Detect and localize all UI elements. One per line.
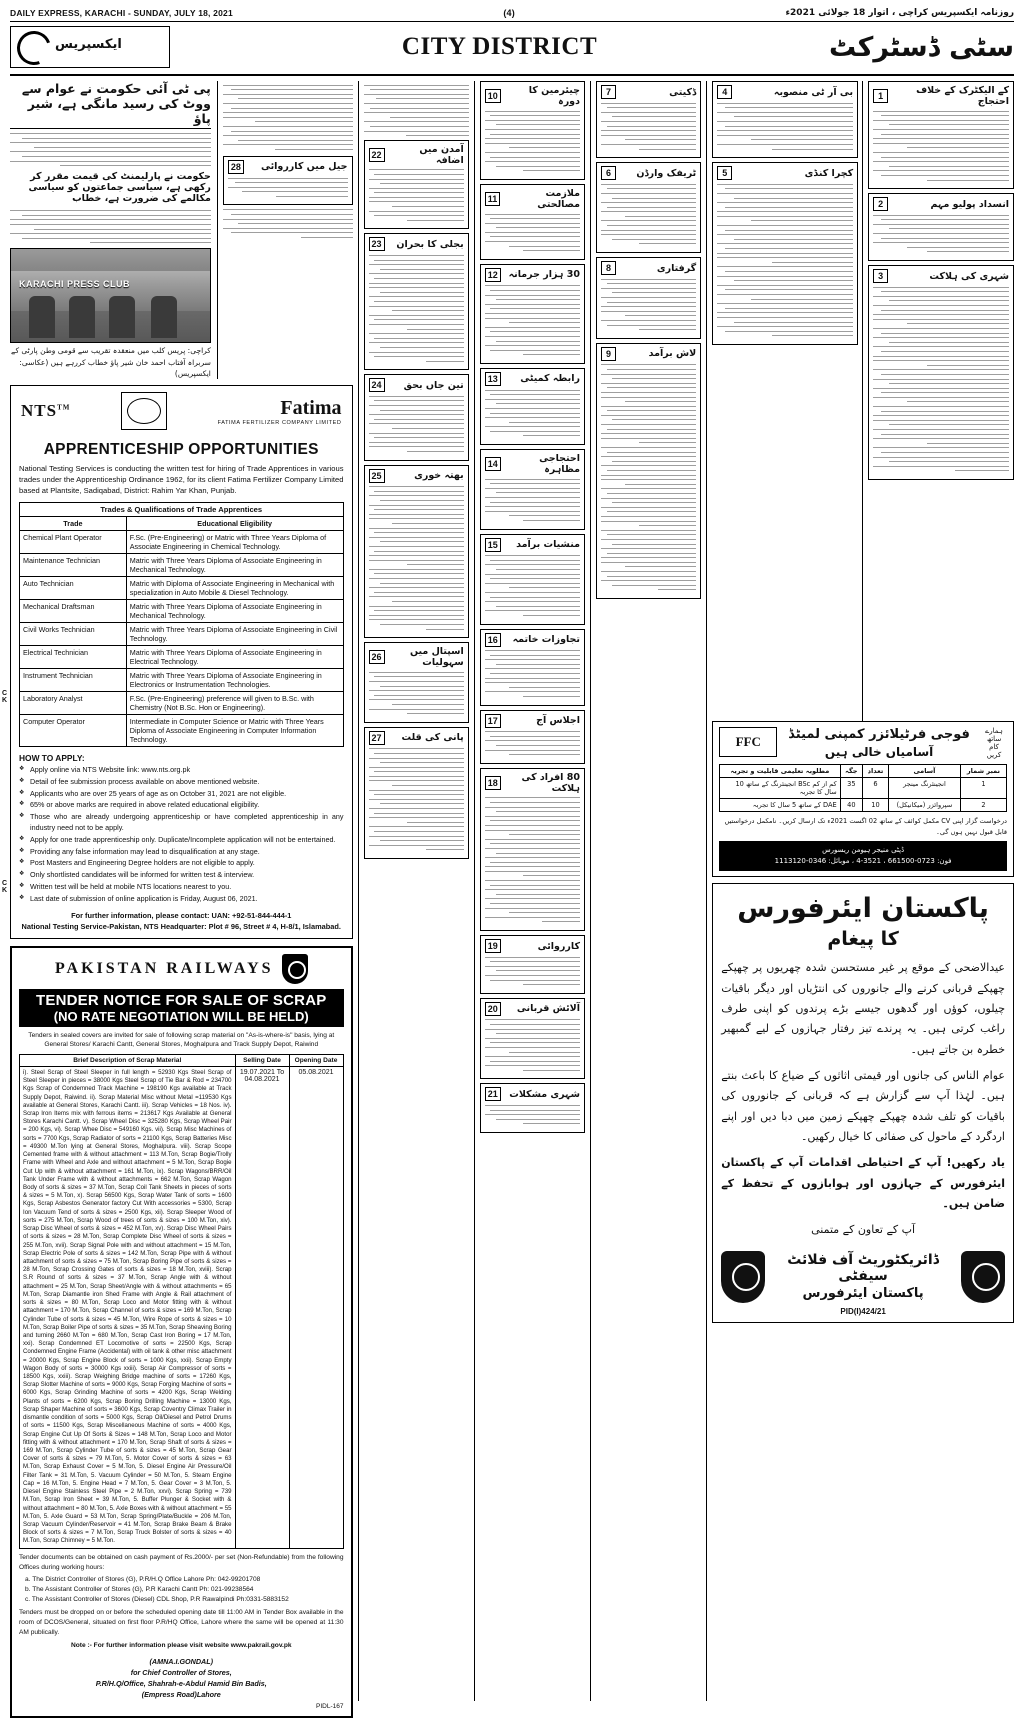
crop-mark-k2: K xyxy=(2,887,11,894)
masthead-right-text: روزنامہ ایکسپریس کراچی ، اتوار 18 جولائی 2021ء xyxy=(785,8,1014,18)
trade-name: Maintenance Technician xyxy=(20,554,127,577)
railways-crest-icon xyxy=(282,954,308,984)
nts-address: National Testing Service-Pakistan, NTS Headquarter: Plot # 96, Street # 4, H-8/1, Islamabad. xyxy=(21,921,341,931)
scrap-opening-date: 05.08.2021 xyxy=(289,1066,343,1548)
trade-eligibility: Matric with Three Years Diploma of Associate Engineering in Mechanical Technology. xyxy=(126,554,343,577)
brief-item-21[interactable] xyxy=(480,1083,585,1133)
brief-item-2[interactable] xyxy=(868,193,1014,261)
brief-title: منشیات برآمد xyxy=(516,539,580,551)
brief-title: آلائش قربانی xyxy=(516,1003,580,1015)
tender-banner-line2: (NO RATE NEGOTIATION WILL BE HELD) xyxy=(53,1008,309,1024)
nts-contact xyxy=(19,910,344,932)
brief-item-12[interactable] xyxy=(480,264,585,364)
brief-item-24[interactable] xyxy=(364,374,469,460)
crop-mark-left-top xyxy=(2,690,10,704)
trade-eligibility: Matric with Diploma of Associate Engineering in Mechanical with specialization in Auto Mobile & Diesel Technology. xyxy=(126,577,343,600)
signature-title: for Chief Controller of Stores, xyxy=(130,1667,232,1677)
brief-title: بی آر ٹی منصوبہ xyxy=(773,86,854,98)
ffc-header-0: نمبر شمار xyxy=(960,765,1006,778)
trade-name: Mechanical Draftsman xyxy=(20,600,127,623)
trade-name: Computer Operator xyxy=(20,715,127,747)
scrap-header-desc: Brief Description of Scrap Material xyxy=(20,1054,236,1066)
brief-title: رابطہ کمیٹی xyxy=(520,373,580,385)
brief-number: 23 xyxy=(369,237,385,251)
scrap-header-selling: Selling Date xyxy=(235,1054,289,1066)
signature-office: P.R/H.Q/Office, Shahrah-e-Abdul Hamid Bin Badis, xyxy=(95,1678,267,1688)
trade-eligibility: F.Sc. (Pre-Engineering) preference will given to B.Sc. with Chemistry (Not B.Sc. Hon or Engineering). xyxy=(126,692,343,715)
paf-pid: PID(I)424/21 xyxy=(840,1306,886,1316)
table-row xyxy=(20,669,344,692)
ffc-cell-qual: DAE کے ساتھ 5 سال کا تجربہ xyxy=(720,799,840,812)
brief-title: تین جاں بحق xyxy=(403,379,464,391)
crop-mark-left-bottom xyxy=(2,880,10,894)
brief-number: 5 xyxy=(717,166,732,180)
brief-number: 7 xyxy=(601,85,616,99)
table-row xyxy=(20,692,344,715)
brief-item-15[interactable] xyxy=(480,534,585,625)
scrap-description: i). Steel Scrap of Steel Sleeper in full length = 52930 Kgs Steel Scrap of Steel Sleeper in pieces = 38000 Kgs Steel Scrap of Tie Bar & Rod = 234700 Kgs Scrap of Condemned Track Machine = 198190 Kgs available at Track Supply Depot, Raiwind. ii). Scrap Material Misc without Metal =119530 Kgs available at General Stores, Karachi Cantt. iii). Scrap Vehicles = 18 Nos. iv). Scrap Iron Items mix with ferrous items = 213617 Kgs Available at General Stores Karachi Cantt. v). Scrap Wheel Disc = 325280 Kgs, Scrap Wheel Pair = 200 Kgs, vi). Scrap Whee Disc = 549160 Kgs. vii). Scrap Misc Machines of sorts = 7700 Kgs, Scrap Radiator of sorts = 21100 Kgs, Scrap Batteries Misc = 49300 M.Ton lying at General Stores, Moghalpura. viii). Scrap Scope Cemented frame with & without attachment = 113 M.Ton, Scrap Bogie/Trolly Frame with Wheel and Axle and without attachment = 5 M.Ton, Scrap Bogie Cut Up with & without attachment = 161 M.Ton, ix). Scrap Wagons/BRR/Oil Tank Under Frame with & without attachments = 662 M.Ton, Scrap Wagon Body of sorts & sizes = 37 M.Ton, Scrap Coil Tank Sheets in pieces of sorts & sizes = 5 M.Ton, x). Scrap 56500 Kgs, Scrap Water Tank of sorts = 1600 Kgs, Scrap Asbestos Generator factory Cut With accessories = 5300, Scrap Ion Vacuum Tend of sorts & sizes = 2500 Kgs, xii). Scrap Sleeper Wood of sorts = 275 M.Ton, Scrap Wood of trees of sorts & sizes = 100 M.Ton, xiv). Scrap Disc Wheel of sorts & sizes = 452 M.Ton, xv). Scrap Disc Wheel Pairs of sorts & sizes = 28 M.Ton, Scrap Complete Disc Wheel of sorts & sizes = 255 M.Ton, xvii). Scrap Signal Pole with and without attachment = 15 M.Ton, Scrap Electric Pole of sorts & sizes = 142 M.Ton, Scrap Pipe with & without attachment of sorts & sizes = 75 M.Ton, Scrap Boring Pipe of sorts & sizes = 28 M.Ton, Scrap Crossing Gates of sorts & sizes = 18 M.Ton, xviii). Scrap S.R Round of sorts & sizes = 37 M.Ton, Scrap Angle with & without attachment = 25 M.Ton, Scrap Sheet/Angle with & without attachments = 65 M.Ton, Scrap Diamantle iron Shed Frame with Angle & Rail attachment of sorts & sizes = 80 M.Ton, Scrap Loco and Motor fitting with & without attachment = 170 M.Ton, Scrap Channel of sorts & sizes = 169 M.Ton, Scrap Cylinder Tube of sorts & sizes = 45 M.Ton, Wire Rope of sorts & sizes = 10 M.Ton, Scrap Boiler Pipe of sorts & sizes = 35 M.Ton, Scrap Sheaving Boring and turning 2660 M.Ton = 680 M.Ton, Scrap Cast Iron Boring = 17 M.Ton, xxi). Scrap Condemned ET Locomotive of sorts = 22500 Kgs, Scrap Condemned Engine Frame (Accidental) with oil tank & other misc attachment = 20000 Kgs, Scrap Engine Block of sorts = 1000 Kgs, xxii). Scrap Empty Wagon Body of sorts = 30000 Kgs xxiii). Scrap Air Compressor of sorts = 18500 Kgs, xxiii). Scrap Weighing Bridge machine of sorts = 17260 Kgs, Scrap Slotter Machine of sorts = 9000 Kgs, Scrap Forging Machine of sorts = 6000 Kgs, Scrap Grinding Machine of sorts = 4200 Kgs, Scrap Welding Plants of sorts = 6200 Kgs, Scrap Boring Drilling Machine = 13000 Kgs, Scrap Shaper Machine of sorts = 3600 Kgs, Scrap Coventry Climax Trailer in dismantle condition of sorts = 5000 Kgs, Scrap Oil/Diesel and Petrol Drums of sorts = 11500 Kgs, Scrap Miscellaneous Machine of sorts = 4000 Kgs, Scrap Engine Cut Up Of Sorts & Sizes = 148 M.Ton, Scrap Loco and Motor fitting with & without attachment = 170 M.Ton, Scrap Shaft of sorts & sizes = 169 M.Ton, Scrap Cylinder Tube of sorts & sizes = 45 M.Ton, Scrap Gear Cover of sorts & sizes = 79 M.Ton, 5. Motor Cover of sorts & sizes = 63 M.Ton, Scrap Exhaust Cover = 5 M.Ton, 5. Diesel Engine Air Pressure/Oil Filter Tank = 31 M.Ton, 5. Vacuum Cylinder = 50 M.Ton, 5. Steam Engine Cap = 16 M.Ton, 5. Engine Head = 7 M.Ton, 5. Gear Cover = 3 M.Ton, 5. Diesel Engine Stainless Steel Pipe = 2 M.Ton, xxvi). Scrap Spring = 739 M.Ton, Scrap Iron Sheet = 39 M.Ton, 5. Buffer Plunger & Socket with & without attachment = 80 M.Ton, 5. Axle Boxes with & without attachment = 55 M.Ton, 5. Axle Guard = 53 M.Ton, Scrap Spring/Plate/Buckle = 206 M.Ton, Scrap Vacuum Cylinder/Reservoir = 41 M.Ton, Scrap Brake Beam & Brake Block of sorts & sizes = 7 M.Ton, Scrap Truck Bolster of sorts & sizes = 40 M.Ton, Scrap Chimney = 5 M.Ton. xyxy=(20,1066,236,1548)
brief-item-4[interactable] xyxy=(712,81,858,158)
paf-crest-right-icon xyxy=(961,1251,1005,1303)
trade-name: Civil Works Technician xyxy=(20,623,127,646)
tender-intro: Tenders in sealed covers are invited for sale of following scrap material on "As-is-where-is" basis, lying at General Stores/ Karachi Cantt, General Stores, Moghalpura and Track Supply Depot, Raiwind xyxy=(28,1031,335,1049)
table-row xyxy=(20,577,344,600)
signature-name: (AMNA.I.GONDAL) xyxy=(149,1656,213,1666)
brief-title: ملازمت مصالحتی xyxy=(537,187,580,210)
brief-number: 18 xyxy=(485,776,501,790)
ffc-title: فوجی فرٹیلائزر کمپنی لمیٹڈ xyxy=(788,727,970,742)
paf-paragraph-2: عوام الناس کی جانوں اور قیمتی اثاثوں کے ضیاع کا باعث بنتے ہیں۔ لہٰذا آپ سے گزارش ہے کہ قربانی کے جانوروں کی باقیات کو تلف شدہ چھپکے چھپکے زمین میں دبا دیں اور اپنے اردگرد کے ماحول کی صفائی کا خیال رکھیں۔ xyxy=(721,1068,1005,1143)
nts-logo: NTS™ xyxy=(21,401,71,421)
brief-title: جیل میں کارروائی xyxy=(261,161,348,173)
tender-website-note[interactable]: Note :- For further information please visit website www.pakrail.gov.pk xyxy=(70,1641,292,1649)
railways-pidl: PIDL-167 xyxy=(316,1703,344,1711)
column-briefs-b xyxy=(474,81,585,1701)
scrap-table xyxy=(19,1054,344,1549)
brief-item-13[interactable] xyxy=(480,368,585,445)
list-item: ❖ Those who are already undergoing apprenticeship or have completed apprenticeship in any industry need not to be apply. xyxy=(19,812,344,834)
trade-name: Instrument Technician xyxy=(20,669,127,692)
crop-mark-k: K xyxy=(2,697,11,704)
table-row xyxy=(20,623,344,646)
brief-title: چیئرمین کا دورہ xyxy=(528,85,580,107)
ffc-cell-count: 10 xyxy=(863,799,889,812)
brief-number: 9 xyxy=(601,347,616,361)
brief-item-18[interactable] xyxy=(480,768,585,931)
table-row xyxy=(20,1066,344,1548)
brief-number: 8 xyxy=(601,261,616,275)
railways-name: PAKISTAN RAILWAYS xyxy=(54,959,274,977)
table-row xyxy=(720,778,1007,799)
office-c: c. The Assistant Controller of Stores (Diesel) CDL Shop, P.R Rawalpindi Ph:0331-5883152 xyxy=(25,1596,289,1604)
brief-item-8[interactable] xyxy=(596,257,701,339)
brief-number: 14 xyxy=(485,457,501,471)
brief-item-5[interactable] xyxy=(712,162,858,345)
paf-org: پاکستان ایئرفورس xyxy=(802,1286,924,1302)
paf-signature-block xyxy=(721,1251,1005,1303)
list-item: ❖ Written test will be held at mobile NTS locations nearest to you. xyxy=(19,882,344,893)
brief-title: انسداد پولیو مہم xyxy=(930,198,1010,210)
brief-number: 2 xyxy=(873,197,888,211)
ffc-header-4: مطلوبہ تعلیمی قابلیت و تجربہ xyxy=(720,765,840,778)
table-row xyxy=(720,799,1007,812)
trade-name: Electrical Technician xyxy=(20,646,127,669)
brief-number: 1 xyxy=(873,89,888,103)
tender-footer xyxy=(19,1553,344,1651)
masthead-left-text: DAILY EXPRESS, KARACHI - SUNDAY, JULY 18, 2021 xyxy=(10,8,233,18)
tender-drop-note: Tenders must be dropped on or before the scheduled opening date till 11:00 AM in Tender Box available in the room of DCOS/General, situated on first floor P.R/HQ Office, Lahore where the same will be opened at 11:30 AM publically. xyxy=(19,1609,344,1636)
ffc-cell-place: 40 xyxy=(840,799,862,812)
photo-caption: کراچی: پریس کلب میں منعقدہ تقریب سے قومی وطن پارٹی کے سربراہ آفتاب احمد خان شیر پاؤ خطاب کررہے ہیں (عکاسی: ایکسپریس) xyxy=(11,346,211,378)
ffc-cell-qual: کم از کم BSc انجینئرنگ کے ساتھ 10 سال کا تجربہ xyxy=(720,778,840,799)
list-item: ❖ Last date of submission of online application is Friday, August 06, 2021. xyxy=(19,894,344,905)
nts-ad-intro: National Testing Services is conducting the written test for hiring of Trade Apprentices in various trades under the Apprenticeship Ordinance 1962, for its client Fatima Fertilizer Company Limited based at Plantsite, Sadiqabad, District: Rahim Yar Khan, Punjab. xyxy=(19,464,344,496)
brief-number: 24 xyxy=(369,378,385,392)
photo-tag: KARACHI PRESS CLUB xyxy=(19,279,131,290)
tender-fee-note: Tender documents can be obtained on cash payment of Rs.2000/- per set (Non-Refundable) from the following Offices during working hours: xyxy=(19,1553,344,1571)
ffc-jobs-table xyxy=(719,764,1007,812)
paf-title: پاکستان ایئرفورس xyxy=(737,893,989,925)
brief-title: ڈکیتی xyxy=(669,86,697,98)
brief-title: احتجاجی مظاہرہ xyxy=(539,453,580,476)
brief-number: 12 xyxy=(485,268,501,282)
lead-body-text xyxy=(10,133,211,166)
brief-body xyxy=(228,178,348,197)
list-item: ❖ 65% or above marks are required in above related educational eligibility. xyxy=(19,800,344,811)
brief-title: اجلاس آج xyxy=(536,715,580,727)
brief-title: ٹریفک وارڈن xyxy=(636,167,697,179)
brief-item-3[interactable] xyxy=(868,265,1014,480)
brief-number: 25 xyxy=(369,469,385,483)
trade-name: Auto Technician xyxy=(20,577,127,600)
brief-number: 3 xyxy=(873,269,888,283)
brief-item-7[interactable] xyxy=(596,81,701,158)
brief-title: کے الیکٹرک کے خلاف احتجاج xyxy=(916,85,1010,107)
column-briefs-c xyxy=(590,81,701,1701)
ffc-cell-post: انجینئرنگ مینجر xyxy=(888,778,960,799)
brief-item-17[interactable] xyxy=(480,710,585,764)
trade-name: Laboratory Analyst xyxy=(20,692,127,715)
brief-title: کارروائی xyxy=(537,940,580,952)
railways-advertisement xyxy=(10,946,353,1718)
brief-item-10[interactable] xyxy=(480,81,585,180)
column-left xyxy=(10,81,353,1711)
express-logo xyxy=(10,26,170,68)
brief-title: کچرا کنڈی xyxy=(804,167,854,179)
masthead-top-bar xyxy=(10,8,1014,22)
brief-number: 21 xyxy=(485,1087,501,1101)
paf-subtitle: کا پیغام xyxy=(827,928,899,951)
tender-signature xyxy=(19,1656,344,1701)
lead-subhead: حکومت نے پارلیمنٹ کی قیمت مقرر کر رکھی ہے، سیاسی جماعتوں کو سیاسی مکالمے کی ضرورت ہے، خطاب xyxy=(28,171,211,205)
ffc-contact-block xyxy=(719,841,1007,871)
trade-eligibility: Matric with Three Years Diploma of Associate Engineering in Mechanical Technology. xyxy=(126,600,343,623)
brief-item-16[interactable] xyxy=(480,629,585,706)
brief-title: بجلی کا بحران xyxy=(396,238,464,250)
list-item: ❖ Apply for one trade apprenticeship only. Duplicate/Incomplete application will not be entertained. xyxy=(19,835,344,846)
brief-title: بھتہ خوری xyxy=(414,470,464,482)
paf-crest-left-icon xyxy=(721,1251,765,1303)
list-item: ❖ Detail of fee submission process available on above mentioned website. xyxy=(19,777,344,788)
list-item: ❖ Only shortlisted candidates will be informed for written test & interview. xyxy=(19,870,344,881)
brief-title: شہری مشکلات xyxy=(509,1088,580,1100)
telvia-logo xyxy=(121,392,167,430)
brief-title: اسپتال میں سہولیات xyxy=(409,646,464,669)
nts-ad-logos xyxy=(11,386,352,432)
office-a: a. The District Controller of Stores (G), P.R/H.Q Office Lahore Ph: 042-99201708 xyxy=(25,1576,261,1584)
brief-number: 11 xyxy=(485,192,501,206)
brief-number: 19 xyxy=(485,939,501,953)
brief-item-25[interactable] xyxy=(364,465,469,639)
trade-name: Chemical Plant Operator xyxy=(20,531,127,554)
list-item: ❖ Post Masters and Engineering Degree holders are not eligible to apply. xyxy=(19,858,344,869)
paf-directorate: ڈائریکٹوریٹ آف فلائٹ سیفٹی xyxy=(787,1252,939,1285)
brief-item-20[interactable] xyxy=(480,998,585,1080)
brief-number: 13 xyxy=(485,372,501,386)
how-to-apply-list xyxy=(19,765,344,905)
paf-paragraph-3: یاد رکھیں! آپ کے احتیاطی اقدامات آپ کے پاکستان ایئرفورس کے جہازوں اور ہوابازوں کے تحفظ کے ضامن ہیں۔ xyxy=(721,1156,1005,1210)
brief-title: آمدن میں اضافہ xyxy=(419,143,464,166)
lead-headline: پی ٹی آئی حکومت نے عوام سے ووٹ کی رسید مانگی ہے، شیر پاؤ xyxy=(10,81,211,129)
brief-title: 80 افراد کی ہلاکت xyxy=(521,771,580,794)
brief-item-26[interactable] xyxy=(364,642,469,723)
brief-item-19[interactable] xyxy=(480,935,585,994)
brief-number: 22 xyxy=(369,148,385,162)
page-title-urdu: سٹی ڈسٹرکٹ xyxy=(829,31,1014,63)
trade-eligibility: Intermediate in Computer Science or Matric with Three Years Diploma of Associate Engineering in Computer Information Technology. xyxy=(126,715,343,747)
brief-item-22[interactable] xyxy=(364,140,469,230)
logo-label: ایکسپریس xyxy=(55,37,122,52)
how-to-apply-heading: HOW TO APPLY: xyxy=(19,753,85,764)
brief-item-6[interactable] xyxy=(596,162,701,253)
left-side-text xyxy=(223,85,353,150)
ffc-cell-place: 35 xyxy=(840,778,862,799)
brief-number: 17 xyxy=(485,714,501,728)
table-row xyxy=(20,646,344,669)
list-item: ❖ Providing any false information may lead to disqualification at any stage. xyxy=(19,847,344,858)
table-row xyxy=(20,600,344,623)
brief-title: 30 ہزار جرمانہ xyxy=(508,269,580,281)
office-b: b. The Assistant Controller of Stores (G), P.R Karachi Cantt Ph: 021-99238564 xyxy=(25,1586,254,1594)
trades-header-eligibility: Educational Eligibility xyxy=(126,517,343,531)
table-row xyxy=(20,715,344,747)
brief-item-9[interactable] xyxy=(596,343,701,599)
col-a-text xyxy=(364,85,469,137)
brief-item-11[interactable] xyxy=(480,184,585,260)
page-columns xyxy=(10,81,1014,1711)
page-number: (4) xyxy=(503,8,515,18)
nts-advertisement xyxy=(10,385,353,939)
brief-item-14[interactable] xyxy=(480,449,585,530)
brief-item-23[interactable] xyxy=(364,233,469,370)
brief-number: 20 xyxy=(485,1002,501,1016)
trade-eligibility: Matric with Three Years Diploma of Associate Engineering in Electrical Technology. xyxy=(126,646,343,669)
ffc-advertisement xyxy=(712,721,1014,877)
fatima-name: Fatima xyxy=(280,396,342,419)
brief-item-27[interactable] xyxy=(364,727,469,859)
brief-item-28[interactable] xyxy=(223,156,353,206)
ffc-subtitle: آسامیاں خالی ہیں xyxy=(824,745,934,759)
brief-number: 4 xyxy=(717,85,732,99)
ffc-footer-note: درخواست گزار اپنی CV مکمل کوائف کے ساتھ 02 اگست 2021ء تک ارسال کریں۔ نامکمل درخواستیں قابل قبول نہیں ہوں گی۔ xyxy=(724,817,1007,836)
brief-title: پانی کی قلت xyxy=(401,732,464,744)
scrap-selling-date: 19.07.2021 To 04.08.2021 xyxy=(235,1066,289,1548)
ffc-header-1: آسامی xyxy=(888,765,960,778)
trade-eligibility: Matric with Three Years Diploma of Associate Engineering in Civil Technology. xyxy=(126,623,343,646)
list-item: ❖ Apply online via NTS Website link: www.nts.org.pk xyxy=(19,765,344,776)
crop-mark-c: C xyxy=(2,690,11,697)
ffc-cell-sr: 1 xyxy=(960,778,1006,799)
table-row xyxy=(20,531,344,554)
scrap-header-opening: Opening Date xyxy=(289,1054,343,1066)
brief-number: 26 xyxy=(369,650,385,664)
brief-title: تجاوزات خاتمہ xyxy=(512,634,580,645)
ffc-header-2: تعداد xyxy=(863,765,889,778)
brief-number: 15 xyxy=(485,538,501,552)
trade-eligibility: Matric with Three Years Diploma of Associate Engineering in Electronics or Instrumentation Technologies. xyxy=(126,669,343,692)
trades-header-trade: Trade xyxy=(20,517,127,531)
ffc-contact-title: ڈپٹی منیجر ہیومن ریسورس xyxy=(822,846,905,855)
column-briefs-a xyxy=(358,81,469,1701)
left-side-text-2 xyxy=(223,209,353,238)
ffc-cell-count: 6 xyxy=(863,778,889,799)
brief-title: لاش برآمد xyxy=(648,348,697,360)
ffc-logo: FFC xyxy=(719,727,777,757)
nts-ad-title: APPRENTICESHIP OPPORTUNITIES xyxy=(43,441,319,459)
ffc-cell-sr: 2 xyxy=(960,799,1006,812)
lead-body-text-2 xyxy=(10,210,211,243)
crop-mark-c2: C xyxy=(2,880,11,887)
signature-address: (Empress Road)Lahore xyxy=(141,1690,221,1700)
column-right xyxy=(706,81,1014,1701)
table-row xyxy=(20,554,344,577)
ffc-header-3: جگہ xyxy=(840,765,862,778)
trades-banner: Trades & Qualifications of Trade Apprentices xyxy=(20,503,344,517)
brief-number: 10 xyxy=(485,89,501,103)
brief-title: گرفتاری xyxy=(656,262,697,274)
page-title-english: CITY DISTRICT xyxy=(401,33,598,60)
swirl-icon xyxy=(11,26,56,68)
brief-number: 27 xyxy=(369,731,385,745)
trade-eligibility: F.Sc. (Pre-Engineering) or Matric with Three Years Diploma of Associate Engineering in Chemical Technology. xyxy=(126,531,343,554)
tender-banner-line1: TENDER NOTICE FOR SALE OF SCRAP xyxy=(36,991,327,1009)
brief-item-1[interactable] xyxy=(868,81,1014,189)
tender-banner xyxy=(19,989,344,1027)
railways-header xyxy=(19,954,344,984)
paf-paragraph-4: آپ کے تعاون کے متمنی xyxy=(811,1223,916,1237)
ffc-side-note: ہمارے ساتھ کام کریں xyxy=(985,727,1003,759)
lead-photo xyxy=(10,248,211,343)
ffc-contact-phone: فون: 0723-661500 ، 3521-4 ، موبائل: 0346-1113120 xyxy=(774,857,952,866)
brief-number: 16 xyxy=(485,633,501,647)
nts-uan: For further information, please contact: UAN: +92-51-844-444-1 xyxy=(71,910,292,920)
brief-number: 6 xyxy=(601,166,616,180)
brief-title: شہری کی ہلاکت xyxy=(929,270,1010,282)
masthead xyxy=(10,22,1014,76)
paf-advertisement xyxy=(712,883,1014,1322)
ffc-cell-post: سپروائزر (میکانیکل) xyxy=(888,799,960,812)
brief-number: 28 xyxy=(228,160,244,174)
fatima-logo xyxy=(218,397,342,426)
fatima-sub: FATIMA FERTILIZER COMPANY LIMITED xyxy=(217,419,342,426)
trades-table xyxy=(19,502,344,747)
paf-paragraph-1: عیدالاضحی کے موقع پر غیر مستحسن شدہ چھریوں پر چھپکے چھپکے قربانی کرنے والے جانوروں کی انتڑیاں اور دیگر باقیات چیلوں، کوؤں اور گدھوں جیسے بڑے پرندوں کو اپنی طرف راغب کرتی ہیں۔ یہ پرندے تیز رفتار جہازوں کے لیے گمبھیر خطرہ بن جاتے ہیں۔ xyxy=(721,961,1005,1056)
list-item: ❖ Applicants who are over 25 years of age as on October 31, 2021 are not eligible. xyxy=(19,789,344,800)
